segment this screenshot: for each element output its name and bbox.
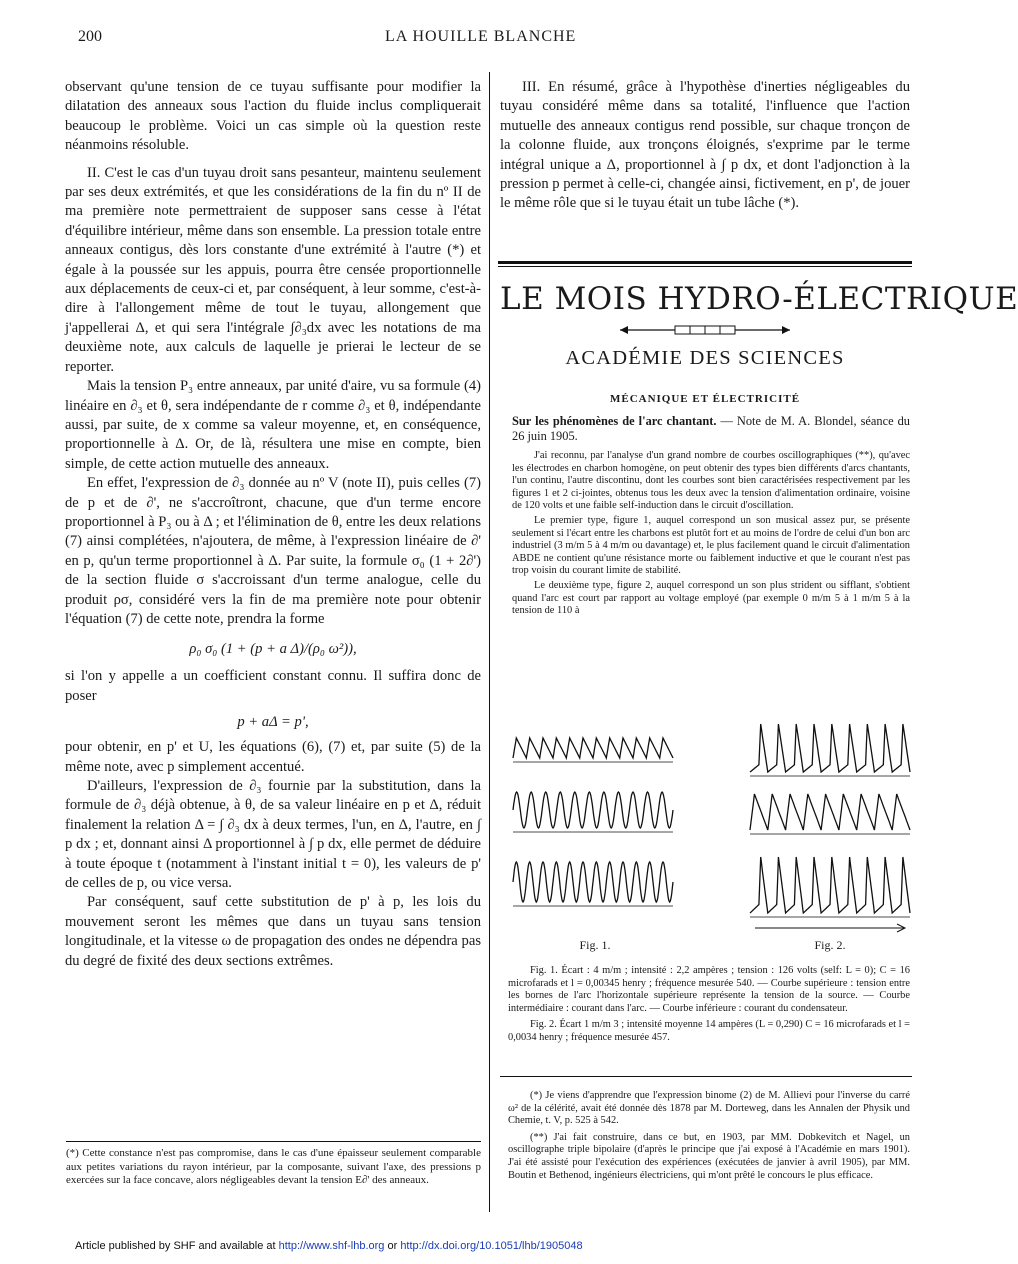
footer-text: Article published by SHF and available at (75, 1240, 279, 1252)
note-paragraph: Le premier type, figure 1, auquel correspond un son musical assez pur, se présente seulement si l'écart entre les charbons est plutôt fort et au moins de l'ordre de celui d'un bon arc industriel (3 m/m 5 à 4 m/m ou davantage) et, le plus facilement quand le circuit d'alimentation ABDE ne contient qu'une résistance morte ou faiblement inductive et que le courant n'est pas trop voisin du courant limite de stabilité. (512, 514, 910, 577)
doi-link[interactable]: http://dx.doi.org/10.1051/lhb/1905048 (400, 1240, 583, 1252)
fig1-voltage-trace (513, 738, 673, 758)
fig2-condenser-trace (750, 857, 910, 913)
page-number: 200 (78, 28, 102, 45)
banner-title: LE MOIS HYDRO-ÉLECTRIQUE (500, 281, 1018, 317)
ornament-divider (620, 323, 790, 337)
note-author: — Note de M. A. Blondel, séance du 26 juin 1905. (512, 414, 910, 443)
fig2-direction-arrow (755, 924, 905, 932)
right-footnote-rule (500, 1076, 912, 1077)
left-footnote (66, 1147, 481, 1188)
figure-captions (508, 965, 910, 1045)
fig1-label: Fig. 1. (579, 938, 611, 952)
academy-heading: ACADÉMIE DES SCIENCES (565, 347, 845, 369)
banner-rule-top (498, 261, 912, 264)
paragraph-ii: II. C'est le cas d'un tuyau droit sans pesanteur, maintenu seulement par ses deux extrémités, et que les considérations de la fin du nº II de ma première note permettraient de supposer sans cesse à l'état d'équilibre intérieur, même dans son ensemble. La pression totale entre anneaux contigus, dès lors constante d'une extrémité à l'autre (*) et égale à la poussée sur les appuis, pourra être censée proportionnelle aux déplacements de ceux-ci et, par conséquent, à leur somme, c'est-à-dire à l'allongement même de tout le tuyau, allongement que j'appellerai Δ, et qui sera l'intégrale ∫∂₃dx avec les notations de ma deuxième note, aux calculs de laquelle je prierai le lecteur de se reporter. (65, 164, 481, 375)
caption-fig2: Fig. 2. Écart 1 m/m 3 ; intensité moyenne 14 ampères (L = 0,290) C = 16 microfarads et l = 0,0034 henry ; fréquence mesurée 457. (508, 1019, 910, 1043)
column-divider (489, 72, 490, 1212)
footnote-rule (66, 1141, 481, 1142)
section-heading: MÉCANIQUE ET ÉLECTRICITÉ (609, 393, 801, 405)
fig2-label: Fig. 2. (814, 938, 846, 952)
left-column (65, 78, 481, 971)
paragraph: Mais la tension P₃ entre anneaux, par unité d'aire, vu sa formule (4) linéaire en ∂₃ et θ, sera indépendante de r comme ∂₃ et θ, indépendante aussi, par suite, de x comme sa valeur moyenne, et, en conséquence, proportionnelle à Δ. Or, de là, résultera une mise en compte, bien simple, de cette action mutuelle des anneaux. (65, 378, 481, 472)
caption-fig1: Fig. 1. Écart : 4 m/m ; intensité : 2,2 ampères ; tension : 126 volts (self: L = 0); C = 16 microfarads et l = 0,00345 henry ; fréquence mesurée 540. — Courbe supérieure : tension entre les bornes de l'arc l'horizontale supérieure représente la tension de la source. — Courbe intermédiaire : courant dans l'arc. — Courbe inférieure : courant du condensateur. (508, 965, 910, 1014)
note-paragraph: J'ai reconnu, par l'analyse d'un grand nombre de courbes oscillographiques (**), qu'avec les électrodes en charbon homogène, on peut obtenir des types bien différents d'arcs chantants, l'un continu, l'autre discontinu, dont les courbes sont bien caractérisées respectivement par les figures 1 et 2 ci-jointes, obtenus tous les deux avec la tension d'alimentation ordinaire, voisine de 120 volts et une faible self-induction dans le circuit d'oscillation. (512, 450, 910, 512)
paragraph-iii: III. En résumé, grâce à l'hypothèse d'inerties négligeables du tuyau considéré même dans sa totalité, l'influence que l'action mutuelle des anneaux contigus rend possible, sur chaque tronçon de la colonne fluide, aux tronçons éloignés, s'exprime par le terme intégral unique a Δ, proportionnel à ∫ p dx, et dont l'adjonction à la pression p permet à celle-ci, changée ainsi, fictivement, en p', de jouer le même rôle que si le tuyau était un tube lâche (*). (500, 79, 910, 212)
note-paragraph: Le deuxième type, figure 2, auquel correspond un son plus strident ou sifflant, s'obtient quand l'arc est court par rapport au voltage employé (par exemple 0 m/m 5 à 1 m/m 5 à la tension de 110 à (512, 579, 910, 617)
fig2-current-trace (750, 794, 910, 830)
fig1-condenser-trace (513, 862, 673, 902)
publisher-footer (75, 1240, 583, 1252)
journal-title: LA HOUILLE BLANCHE (385, 28, 577, 45)
paragraph: si l'on y appelle a un coefficient constant connu. Il suffira donc de poser (65, 668, 481, 704)
right-footnotes (508, 1090, 910, 1182)
footnote-text: (*) Cette constance n'est pas compromise, dans le cas d'une épaisseur seulement comparable aux petites variations du rayon intérieur, par la composante, suivant l'axe, des pressions p exercées sur la face concave, alors négligeables devant la tension E∂' des anneaux. (66, 1147, 481, 1186)
note-title: Sur les phénomènes de l'arc chantant. (512, 414, 717, 428)
oscillograms (505, 700, 915, 940)
note-column (512, 414, 910, 618)
banner-rule-top-thin (498, 266, 912, 267)
paragraph: Par conséquent, sauf cette substitution de p' à p, les lois du mouvement seront les mêmes que dans un tuyau sans tension longitudinale, et la vitesse ω de propagation des ondes ne dépendra pas du degré de fixité des deux sections extrêmes. (65, 894, 481, 969)
footer-or: or (384, 1240, 401, 1252)
paragraph: D'ailleurs, l'expression de ∂₃ fournie par la substitution, dans la formule de ∂₃ déjà obtenue, à θ, de sa valeur linéaire en p et Δ, réduit finalement la relation Δ = ∫ ∂₃ dx à deux termes, l'un, en Δ, l'autre, en ∫ p dx ; et, donnant ainsi Δ proportionnel à ∫ p dx, elle permet de déduire à toute époque t (notamment à l'instant initial t = 0), les valeurs de p' de celles de p, ou vice versa. (65, 778, 481, 892)
paragraph: pour obtenir, en p' et U, les équations (6), (7) et, par suite (5) de la même note, avec p simplement accentué. (65, 739, 481, 775)
equation-1: ρ₀ σ₀ (1 + (p + a Δ)/(ρ₀ ω²)), (189, 641, 357, 658)
footnote-allievi: (*) Je viens d'apprendre que l'expression binome (2) de M. Allievi pour l'inverse du carré ω² de la célérité, avait été donnée dès 1878 par M. Dorteweg, dans les Annalen der Physik und Chemie, t. V, p. 525 à 542. (508, 1090, 910, 1127)
fig1-current-trace (513, 792, 673, 828)
shf-link[interactable]: http://www.shf-lhb.org (278, 1240, 385, 1252)
fig2-voltage-trace (750, 724, 910, 772)
figure-1-traces (513, 738, 673, 906)
footnote-oscillograph: (**) J'ai fait construire, dans ce but, en 1903, par MM. Dobkevitch et Nagel, un oscillographe triple bipolaire (d'après le principe que j'ai exposé à l'Académie en mars 1901). J'ai été assisté pour l'exécution des expériences (exécutées de janvier à avril 1905), par MM. Boutin et Bethenod, ingénieurs électriciens, qui m'ont prêté le concours le plus efficace. (508, 1131, 910, 1181)
paragraph: En effet, l'expression de ∂₃ donnée au nº V (note II), puis celles (7) de p et de ∂', ne s'accroîtront, chacune, que d'un terme encore proportionnel à P₃ ou à Δ ; et l'élimination de θ, entre les deux relations (7) ainsi complétées, n'ajoutera, de même, à l'expression linéaire de ∂' en p, qu'un terme proportionnel à Δ. Par suite, la formule σ₀ (1 + 2∂') de la section fluide σ s'accroissant d'un terme analogue, celle du produit ρσ, considéré vers la fin de ma première note pour obtenir l'équation (7) de cette note, prendra la forme (65, 475, 481, 627)
right-column-top (500, 78, 910, 214)
figure-2-traces (750, 724, 910, 932)
paragraph: observant qu'une tension de ce tuyau suffisante pour modifier la dilatation des anneaux sous l'action du fluide inclus compliquerait beaucoup le problème. Voici un cas simple où la question reste néanmoins résoluble. (65, 79, 481, 154)
equation-2: p + aΔ = p', (237, 714, 309, 731)
